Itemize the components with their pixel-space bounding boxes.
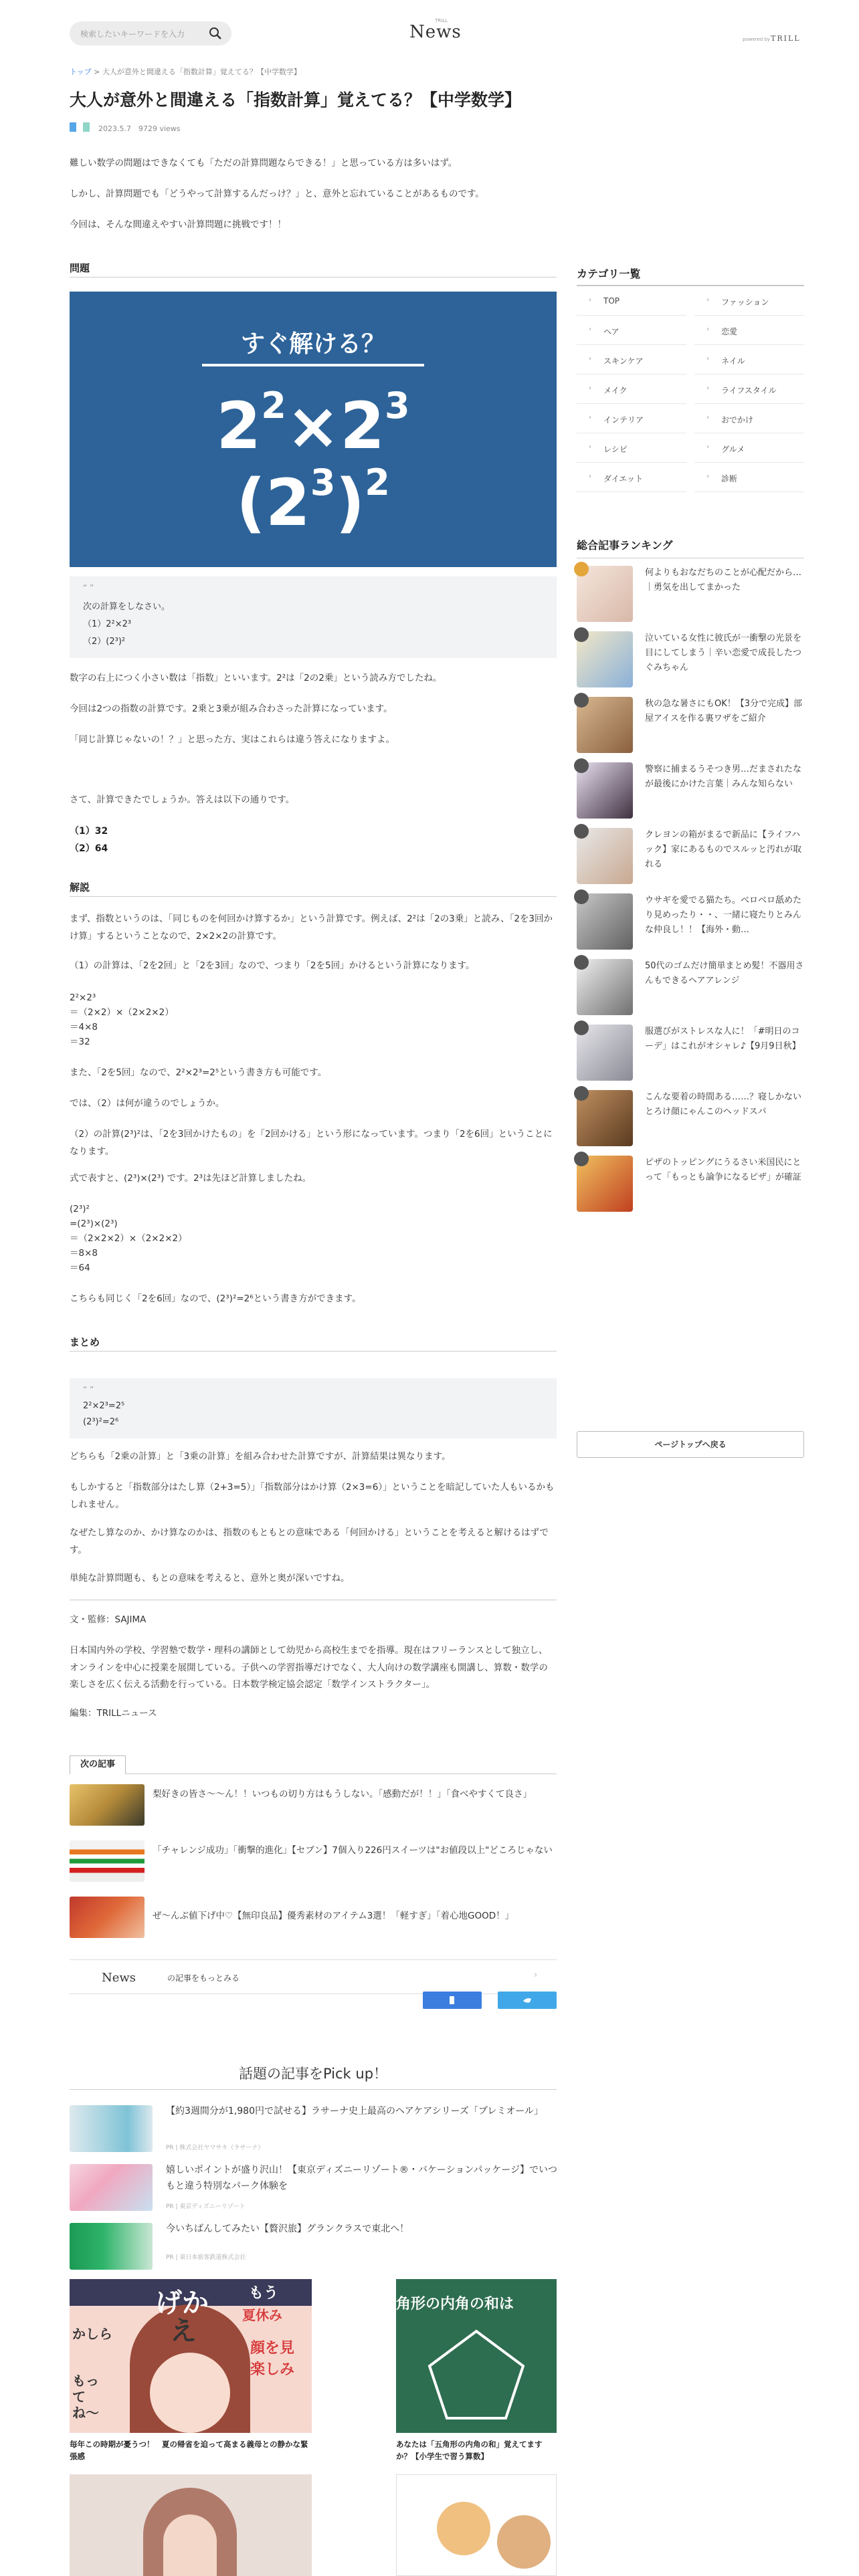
rank-badge — [574, 1152, 589, 1166]
question-item: （2）(2³)² — [83, 637, 126, 647]
category-heading: カテゴリ一覧 — [577, 267, 641, 280]
formula-line: ＝（2×2）×（2×2×2） — [70, 1007, 174, 1018]
category-label: グルメ — [721, 445, 745, 454]
category-item[interactable] — [577, 433, 686, 463]
body-paragraph: もしかすると「指数部分はたし算（2+3=5）」「指数部分はかけ算（2×3=6）」ということを暗記していた人もいるかもしれません。 — [70, 1482, 555, 1510]
author-line: 文・監修：SAJIMA — [70, 1614, 147, 1625]
body-paragraph: 今回は2つの指数の計算です。2乗と3乗が組み合わさった計算になっています。 — [70, 704, 393, 714]
chevron-right-icon: › — [706, 355, 709, 362]
ranking-title: クレヨンの箱がまるで新品に【ライフハック】家にあるものでスルッと汚れが取れる — [645, 830, 802, 870]
pentagon-icon — [423, 2325, 530, 2425]
hero-question: すぐ解ける？ — [240, 330, 385, 358]
next-article-title: ぜ〜んぶ値下げ中♡【無印良品】優秀素材のアイテム3選！「軽すぎ」「着心地GOOD！」 — [153, 1911, 514, 1921]
chevron-right-icon: › — [589, 473, 591, 480]
category-list — [577, 286, 804, 507]
pickup-card-caption[interactable]: 毎年この時期が憂うつ！ 夏の帰省を迫って高まる義母との静かな緊張感 — [70, 2440, 308, 2462]
ranking-title: ピザのトッピングにうるさい米国民にとって「もっとも論争になるピザ」が確証 — [645, 1158, 802, 1183]
answer-2: （2）64 — [70, 843, 108, 854]
ranking-item[interactable] — [577, 697, 804, 757]
category-item[interactable] — [694, 433, 804, 463]
ranking-item[interactable] — [577, 1025, 804, 1085]
body-paragraph: （1）の計算は、「2を2回」と「2を3回」なので、つまり「2を5回」かけるという計算になります。 — [70, 960, 475, 971]
rank-badge — [574, 693, 589, 708]
rank-badge — [574, 562, 589, 576]
answer-1: （1）32 — [70, 826, 108, 837]
breadcrumb — [70, 66, 301, 77]
ranking-heading: 総合記事ランキング — [577, 539, 673, 552]
twitter-icon — [498, 1992, 557, 2009]
category-item[interactable] — [577, 463, 686, 492]
intro-paragraph: 今回は、そんな間違えやすい計算問題に挑戦です！！ — [70, 219, 286, 230]
pickup-item[interactable] — [70, 2160, 557, 2214]
hero-image — [70, 292, 557, 567]
next-article-title: 梨好きの皆さ〜〜ん！！いつもの切り方はもうしない。「感動だが！！」「食べやすくて良さ」 — [153, 1789, 532, 1800]
pickup-divider — [70, 2089, 557, 2090]
rank-badge — [574, 627, 589, 642]
next-articles-tab[interactable]: 次の記事 — [70, 1755, 126, 1774]
category-label: インテリア — [603, 415, 644, 425]
next-article-item[interactable] — [70, 1897, 557, 1938]
question-lead: 次の計算をしなさい。 — [83, 602, 171, 612]
body-paragraph: （2）の計算(2³)²は、「2を3回かけたもの」を「2回かける」という形になっています。つまり「2を6回」ということになります。 — [70, 1129, 553, 1157]
next-article-thumb — [70, 1897, 145, 1938]
quote-mark: “ ” — [83, 1385, 94, 1394]
card-overlay-text: 角形の内角の和は — [396, 2296, 514, 2313]
body-paragraph: 数字の右上につく小さい数は「指数」といいます。2²は「2の2乗」という読み方でしたね。 — [70, 673, 442, 683]
category-item[interactable] — [577, 345, 686, 374]
pickup-sponsor: PR | 株式会社ヤマサキ（ラサーナ） — [166, 2145, 264, 2151]
ranking-item[interactable] — [577, 1156, 804, 1216]
summary-line: 2²×2³=2⁵ — [83, 1401, 125, 1411]
category-label: ネイル — [721, 356, 745, 366]
category-item[interactable] — [577, 286, 686, 316]
formula-line: ＝64 — [70, 1263, 90, 1273]
chevron-right-icon: › — [589, 385, 591, 392]
share-twitter-button[interactable] — [498, 1992, 557, 2009]
body-paragraph: 単純な計算問題も、もとの意味を考えると、意外と奥が深いですね。 — [70, 1573, 350, 1584]
trill-brand-logo[interactable]: TRILL — [771, 34, 801, 43]
formula-line: 2²×2³ — [70, 992, 96, 1003]
chevron-right-icon: › — [706, 296, 709, 304]
breadcrumb-home[interactable]: トップ — [70, 68, 92, 76]
rank-badge — [574, 824, 589, 839]
more-articles-link[interactable] — [70, 1959, 557, 1994]
summary-box — [70, 1378, 557, 1438]
body-paragraph: 「同じ計算じゃないの！？」と思った方、実はこれらは違う答えになりますよ。 — [70, 734, 395, 745]
ranking-item[interactable] — [577, 762, 804, 823]
question-box — [70, 576, 557, 658]
section-divider — [70, 277, 557, 278]
hero-equation-2: $(2^3)^2$ — [236, 461, 390, 540]
chevron-right-icon: › — [706, 326, 709, 333]
ranking-item[interactable] — [577, 1090, 804, 1150]
breadcrumb-current: 大人が意外と間違える「指数計算」覚えてる？【中学数学】 — [102, 68, 301, 76]
pickup-card-image[interactable] — [396, 2279, 557, 2433]
pickup-title: 嬉しいポイントが盛り沢山！【東京ディズニーリゾート®・バケーションパッケージ】でいつもと違う特別なパーク体験を — [166, 2165, 558, 2191]
next-article-item[interactable] — [70, 1784, 557, 1826]
body-paragraph: どちらも「2乗の計算」と「3乗の計算」を組み合わせた計算ですが、計算結果は異なります。 — [70, 1451, 451, 1462]
body-paragraph: さて、計算できたでしょうか。答えは以下の通りです。 — [70, 794, 295, 805]
rank-badge — [574, 1086, 589, 1101]
category-item[interactable] — [694, 345, 804, 374]
section-divider — [70, 896, 557, 897]
formula-line: =(2³)×(2³) — [70, 1218, 118, 1229]
ranking-item[interactable] — [577, 566, 804, 626]
category-item[interactable] — [694, 286, 804, 316]
category-item[interactable] — [577, 316, 686, 345]
ranking-title: 秋の急な暑さにもOK！【3分で完成】部屋アイスを作る裏ワザをご紹介 — [645, 699, 803, 724]
chevron-right-icon: › — [706, 443, 709, 451]
chevron-right-icon: › — [589, 296, 591, 304]
category-label: 診断 — [721, 474, 738, 484]
next-article-thumb — [70, 1840, 145, 1882]
category-item[interactable] — [694, 374, 804, 404]
pickup-title: 【約3週間分が1,980円で試せる】ラサーナ史上最高のヘアケアシリーズ「プレミオール」 — [166, 2106, 544, 2117]
pickup-card-caption[interactable]: あなたは「五角形の内角の和」覚えてますか？【小学生で習う算数】 — [396, 2440, 543, 2462]
category-label: おでかけ — [721, 415, 753, 425]
ranking-title: ウサギを愛でる猫たち。ベロベロ舐めたり見めったり・・、一緒に寝たりとみんな仲良し！！【海外・動… — [645, 895, 802, 936]
hero-underline — [202, 364, 424, 366]
chevron-right-icon: › — [589, 443, 591, 451]
category-label: ヘア — [603, 327, 619, 336]
pickup-card-image[interactable]: もう 夏休み 顔を見 楽しみ げか え かしら もっ て ね〜 — [70, 2279, 312, 2433]
ranking-item[interactable] — [577, 631, 804, 691]
more-label: の記事をもっとみる — [167, 1973, 240, 1983]
body-paragraph: 式で表すと、(2³)×(2³) です。2³は先ほど計算しましたね。 — [70, 1173, 312, 1184]
ranking-title: 服選びがストレスな人に！「#明日のコーデ」はこれがオシャレ♪【9月9日秋】 — [645, 1027, 801, 1052]
pickup-thumb — [70, 2223, 153, 2270]
summary-line: (2³)²=2⁶ — [83, 1417, 119, 1427]
facebook-icon — [423, 1992, 482, 2009]
body-paragraph: また、「2を5回」なので、2²×2³=2⁵という書き方も可能です。 — [70, 1067, 327, 1078]
formula-line: ＝4×8 — [70, 1022, 98, 1033]
pickup-thumb — [70, 2164, 153, 2211]
category-label: スキンケア — [603, 356, 644, 366]
chevron-right-icon: › — [589, 355, 591, 362]
pickup-title: 今いちばんしてみたい【贅沢旅】グランクラスで東北へ！ — [166, 2224, 409, 2234]
search-placeholder: 検索したいキーワードを入力 — [80, 29, 185, 39]
chevron-right-icon: › — [706, 385, 709, 392]
ranking-title: 何よりもおなだちのことが心配だから…｜勇気を出してまかった — [645, 568, 802, 593]
quote-mark: “ ” — [83, 583, 94, 593]
powered-by-label: powered by — [743, 37, 771, 42]
pickup-thumb — [70, 2105, 153, 2152]
category-item[interactable] — [694, 463, 804, 492]
question-item: （1）2²×2³ — [83, 619, 132, 629]
category-item[interactable] — [694, 404, 804, 433]
category-label: TOP — [603, 296, 620, 306]
category-item[interactable] — [694, 316, 804, 345]
chevron-right-icon: › — [589, 414, 591, 421]
intro-paragraph: しかし、計算問題でも「どうやって計算するんだっけ？」と、意外と忘れていることがあるものです。 — [70, 189, 484, 199]
ranking-item[interactable] — [577, 893, 804, 954]
category-label: ライフスタイル — [721, 386, 777, 395]
formula-line: ＝8×8 — [70, 1248, 98, 1259]
formula-line: ＝（2×2×2）×（2×2×2） — [70, 1233, 187, 1244]
share-twitter-icon[interactable] — [83, 122, 90, 132]
category-label: レシピ — [603, 445, 628, 454]
category-label: 恋愛 — [721, 327, 738, 336]
ranking-item[interactable] — [577, 828, 804, 888]
ranking-title: 50代のゴムだけ簡単まとめ髪！不器用さんもできるヘアアレンジ — [645, 961, 804, 986]
rank-badge — [574, 955, 589, 970]
article-date: 2023.5.7 — [98, 124, 131, 133]
pickup-sponsor: PR | 東京ディズニーリゾート — [166, 2204, 246, 2210]
share-facebook-icon[interactable] — [70, 122, 76, 132]
more-logo: News — [102, 1971, 136, 1985]
rank-badge — [574, 758, 589, 773]
chevron-right-icon: › — [589, 326, 591, 333]
next-article-item[interactable] — [70, 1840, 557, 1882]
site-logo[interactable]: News — [409, 22, 462, 42]
pickup-sponsor: PR | 東日本旅客鉄道株式会社 — [166, 2254, 246, 2261]
category-label: ファッション — [721, 298, 769, 307]
pickup-item[interactable] — [70, 2219, 557, 2272]
next-article-title: 「チャレンジ成功」「衝撃的進化」【セブン】7個入り226円スイーツは"お値段以上"どころじゃない — [153, 1845, 553, 1856]
chevron-right-icon: › — [706, 473, 709, 480]
chevron-right-icon: › — [534, 1970, 538, 1980]
breadcrumb-sep: > — [91, 68, 102, 76]
back-to-top-button[interactable]: ページトップへ戻る — [577, 1431, 804, 1458]
body-paragraph: では、（2）は何が違うのでしょうか。 — [70, 1098, 225, 1109]
section-heading-summary: まとめ — [70, 1336, 100, 1348]
rank-badge — [574, 889, 589, 904]
pickup-item[interactable] — [70, 2101, 557, 2155]
ranking-title: 警察に捕まるうそつき男…だまされたなが最後にかけた言葉｜みんな知らない — [645, 764, 802, 790]
search-icon[interactable] — [207, 25, 223, 41]
body-paragraph: こちらも同じく「2を6回」なので、(2³)²=2⁶という書き方ができます。 — [70, 1293, 361, 1304]
section-heading-problem: 問題 — [70, 262, 90, 274]
pickup-card-image[interactable] — [70, 2474, 312, 2576]
section-divider — [70, 1351, 557, 1352]
illustration-face — [150, 2353, 230, 2433]
formula-line: ＝32 — [70, 1037, 90, 1047]
pickup-card-image[interactable] — [396, 2474, 557, 2576]
ranking-item[interactable] — [577, 959, 804, 1019]
formula-line: (2³)² — [70, 1204, 90, 1214]
category-item[interactable] — [577, 404, 686, 433]
chevron-right-icon: › — [706, 414, 709, 421]
rank-badge — [574, 1021, 589, 1035]
body-paragraph: まず、指数というのは、「同じものを何回かけ算するか」という計算です。例えば、2²は「2の3乗」と読み、「2を3回かけ算」するということなので、2×2×2の計算です。 — [70, 914, 553, 942]
article-meta — [98, 123, 181, 134]
intro-paragraph: 難しい数学の問題はできなくても「ただの計算問題ならできる！」と思っている方は多いはず。 — [70, 158, 458, 169]
ranking-title: 泣いている女性に彼氏が一衝撃の光景を目にしてしまう｜辛い恋愛で成長したつぐみちゃん — [645, 633, 802, 673]
body-paragraph: なぜたし算なのか、かけ算なのかは、指数のもともとの意味である「何回かける」ということを考えると解けるはずです。 — [70, 1527, 549, 1555]
page-title: 大人が意外と間違える「指数計算」覚えてる？【中学数学】 — [70, 90, 522, 110]
article-views: 9729 views — [138, 124, 181, 133]
category-item[interactable] — [577, 374, 686, 404]
editor-line: 編集：TRILLニュース — [70, 1708, 157, 1719]
logo-tag: TRILL — [435, 18, 448, 23]
ranking-title: こんな要着の時間ある……？寝しかないとろけ顔にゃんこのヘッドスパ — [645, 1092, 802, 1117]
pickup-heading: 話題の記事をPick up！ — [238, 2066, 388, 2082]
next-article-thumb — [70, 1784, 145, 1826]
author-bio: 日本国内外の学校、学習塾で数学・理科の講師として幼児から高校生までを指導。現在はフリーランスとして独立し、オンラインを中心に授業を展開している。子供への学習指導だけでなく、大人向けの数学講座も開講し、算数・数学の楽しさを広く伝える活動を行っている。日本数学検定協会認定「数学インストラクター」。 — [70, 1645, 548, 1691]
ranking-list — [577, 566, 804, 1235]
category-label: ダイエット — [603, 474, 644, 484]
share-facebook-button[interactable] — [423, 1992, 482, 2009]
hero-equation-1: $2^2\times 2^3$ — [216, 385, 410, 463]
section-heading-explain: 解説 — [70, 881, 90, 893]
category-label: メイク — [603, 386, 628, 395]
